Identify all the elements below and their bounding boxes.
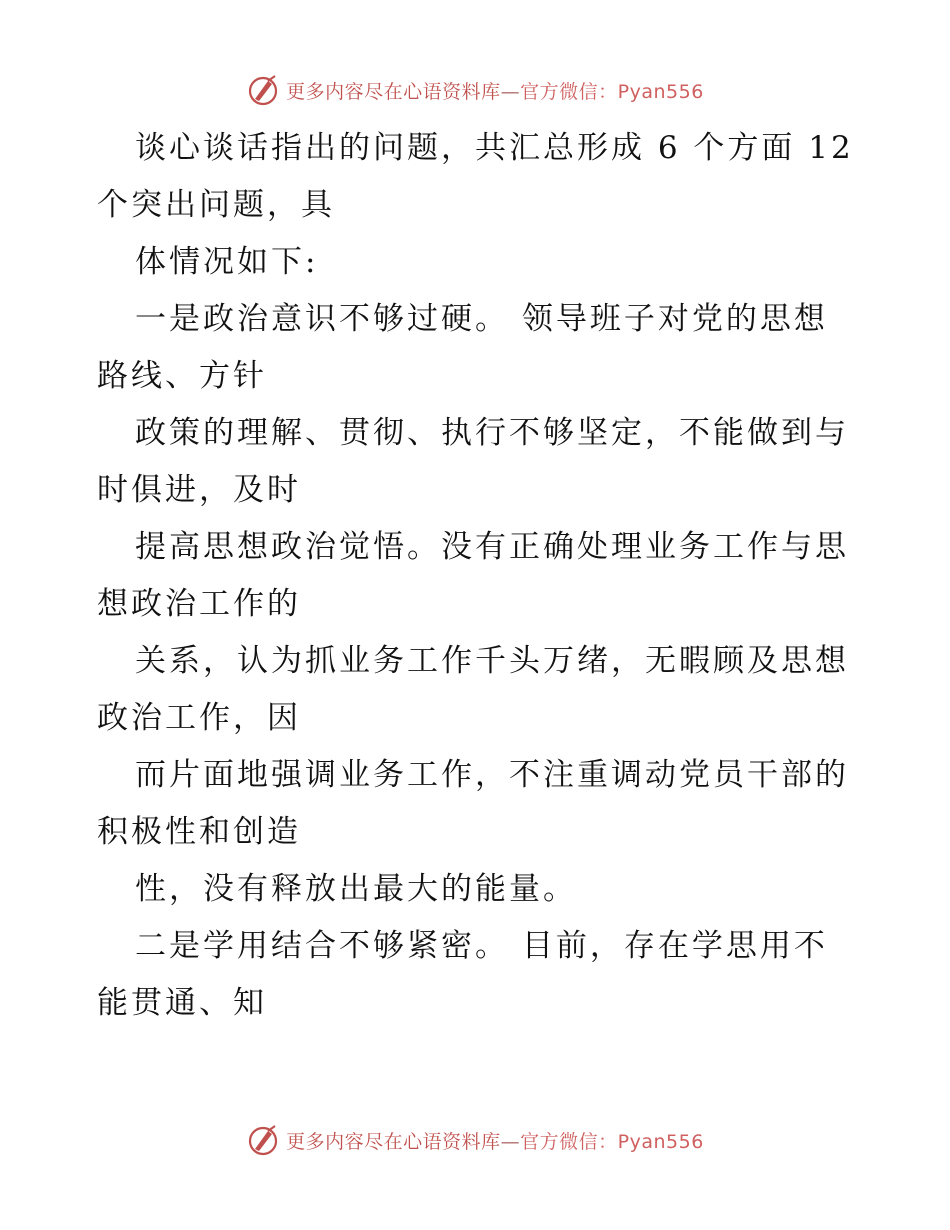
text-line: 时俱进，及时 — [97, 472, 301, 508]
feather-pen-logo-icon — [246, 73, 280, 107]
text-line: 政策的理解、贯彻、执行不够坚定，不能做到与 — [135, 415, 849, 451]
document-body — [97, 120, 867, 1032]
text-line: 能贯通、知 — [97, 985, 267, 1021]
header-separator: — — [500, 80, 521, 103]
footer-wechat-text: 官方微信：Pyan556 — [520, 1130, 704, 1153]
header-watermark — [0, 70, 950, 110]
text-line: 谈心谈话指出的问题，共汇总形成 6 个方面 12 — [135, 130, 854, 166]
header-watermark-text — [286, 77, 704, 104]
header-site-text: 更多内容尽在心语资料库 — [286, 80, 501, 103]
text-line: 路线、方针 — [97, 358, 267, 394]
text-line: 提高思想政治觉悟。没有正确处理业务工作与思 — [135, 529, 849, 565]
footer-separator: — — [500, 1130, 521, 1153]
footer-watermark-text — [286, 1127, 704, 1154]
text-line: 而片面地强调业务工作，不注重调动党员干部的 — [135, 757, 849, 793]
text-line: 体情况如下: — [135, 244, 319, 280]
text-line: 二是学用结合不够紧密。 目前，存在学思用不 — [135, 928, 828, 964]
text-line: 积极性和创造 — [97, 814, 301, 850]
text-line: 个突出问题，具 — [97, 187, 335, 223]
text-line: 想政治工作的 — [97, 586, 301, 622]
text-line: 性，没有释放出最大的能量。 — [135, 871, 577, 907]
text-line: 一是政治意识不够过硬。 领导班子对党的思想 — [135, 301, 828, 337]
text-line: 关系，认为抓业务工作千头万绪，无暇顾及思想 — [135, 643, 849, 679]
footer-watermark — [0, 1120, 950, 1160]
feather-pen-logo-icon — [246, 1123, 280, 1157]
header-wechat-text: 官方微信：Pyan556 — [520, 80, 704, 103]
footer-site-text: 更多内容尽在心语资料库 — [286, 1130, 501, 1153]
text-line: 政治工作，因 — [97, 700, 301, 736]
